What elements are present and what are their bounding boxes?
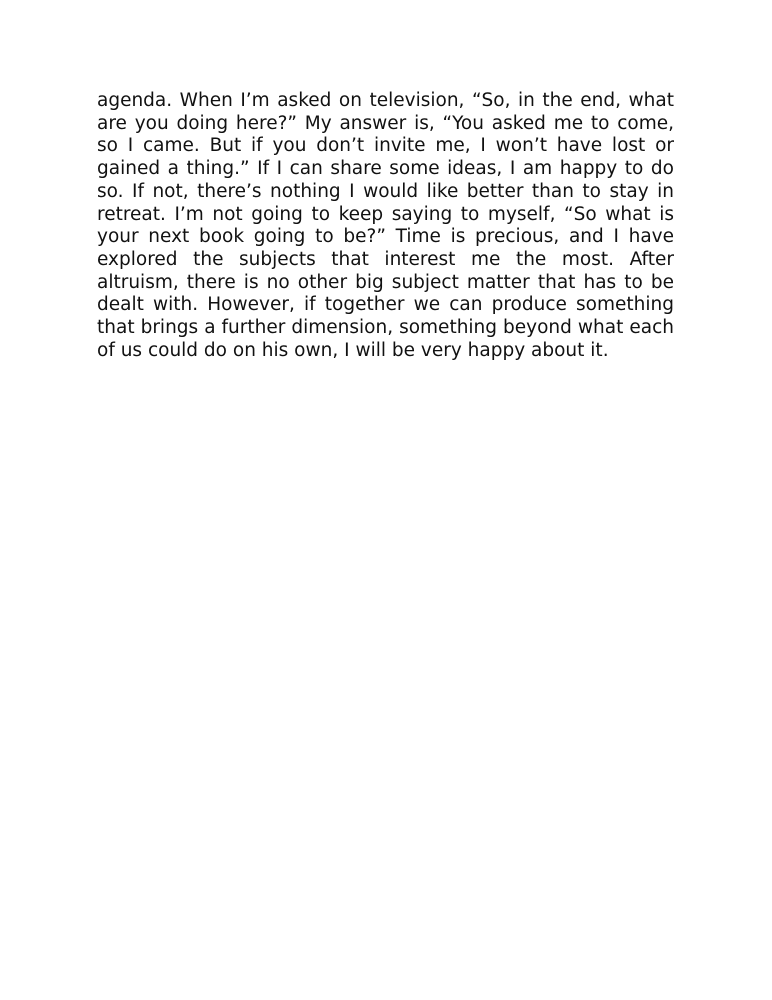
body-paragraph: agenda. When I’m asked on television, “So, in the end, what are you doing here?” My answer is, “You asked me to come, so I came. But if you don’t invite me, I won’t have lost or gained a thing.” If I can share some ideas, I am happy to do so. If not, there’s nothing I would like better than to stay in retreat. I’m not going to keep saying to myself, “So what is your next book going to be?” Time is precious, and I have explored the subjects that interest me the most. After altruism, there is no other big subject matter that has to be dealt with. However, if together we can produce something that brings a further dimension, something beyond what each of us could do on his own, I will be very happy about it. (97, 90, 674, 361)
